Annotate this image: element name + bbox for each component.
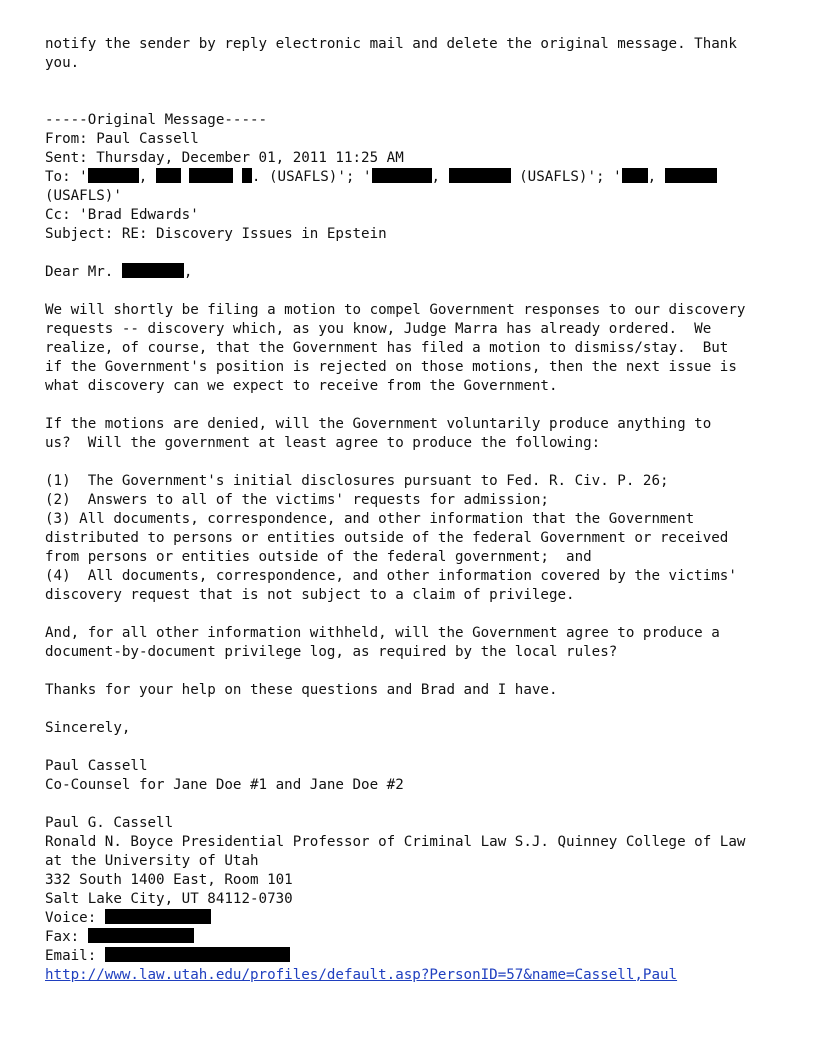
- to-usafls-1: . (USAFLS)'; ': [251, 169, 372, 185]
- signature-address: 332 South 1400 East, Room 101: [45, 872, 293, 888]
- signature-address: Salt Lake City, UT 84112-0730: [45, 891, 293, 907]
- greeting-prefix: Dear Mr.: [45, 264, 122, 280]
- disclaimer-line-1: notify the sender by reply electronic mail and delete the original message. Thank: [45, 36, 737, 52]
- subject-line: Subject: RE: Discovery Issues in Epstein: [45, 226, 387, 242]
- to-comma: ,: [431, 169, 441, 185]
- closing-line: Sincerely,: [45, 720, 131, 736]
- redaction-block: [88, 168, 139, 183]
- greeting-suffix: ,: [183, 264, 193, 280]
- redaction-block: [88, 928, 194, 943]
- body-line: If the motions are denied, will the Government voluntarily produce anything to: [45, 416, 712, 432]
- body-line: what discovery can we expect to receive from the Government.: [45, 378, 558, 394]
- cc-line: Cc: 'Brad Edwards': [45, 207, 199, 223]
- to-comma: ,: [138, 169, 148, 185]
- redaction-block: [105, 947, 290, 962]
- to-line: [45, 168, 775, 187]
- list-item: from persons or entities outside of the federal government; and: [45, 549, 592, 565]
- body-line: requests -- discovery which, as you know, Judge Marra has already ordered. We: [45, 321, 712, 337]
- profile-link[interactable]: http://www.law.utah.edu/profiles/default.asp?PersonID=57&name=Cassell,Paul: [45, 967, 678, 983]
- body-line: document-by-document privilege log, as required by the local rules?: [45, 644, 618, 660]
- voice-line: [45, 909, 775, 928]
- thanks-line: Thanks for your help on these questions and Brad and I have.: [45, 682, 558, 698]
- list-item: discovery request that is not subject to a claim of privilege.: [45, 587, 575, 603]
- body-line: us? Will the government at least agree to produce the following:: [45, 435, 601, 451]
- signature-full-name: Paul G. Cassell: [45, 815, 174, 831]
- to-usafls-2: (USAFLS)'; ': [510, 169, 622, 185]
- fax-line: [45, 928, 775, 947]
- fax-label: Fax:: [45, 929, 88, 945]
- original-message-separator: -----Original Message-----: [45, 112, 268, 128]
- redaction-block: [156, 168, 181, 183]
- redaction-block: [242, 168, 252, 183]
- list-item: (4) All documents, correspondence, and other information covered by the victims': [45, 568, 737, 584]
- redaction-block: [622, 168, 648, 183]
- to-line-continued: (USAFLS)': [45, 188, 122, 204]
- redaction-block: [449, 168, 511, 183]
- signature-title: at the University of Utah: [45, 853, 259, 869]
- email-document: [45, 35, 775, 985]
- email-label: Email:: [45, 948, 105, 964]
- redaction-block: [105, 909, 211, 924]
- body-line: realize, of course, that the Government has filed a motion to dismiss/stay. But: [45, 340, 729, 356]
- profile-link-line: [45, 966, 775, 985]
- list-item: distributed to persons or entities outside of the federal Government or received: [45, 530, 729, 546]
- redaction-block: [122, 263, 184, 278]
- voice-label: Voice:: [45, 910, 105, 926]
- to-comma: ,: [647, 169, 657, 185]
- signature-role: Co-Counsel for Jane Doe #1 and Jane Doe #2: [45, 777, 404, 793]
- sent-line: Sent: Thursday, December 01, 2011 11:25 AM: [45, 150, 404, 166]
- list-item: (1) The Government's initial disclosures pursuant to Fed. R. Civ. P. 26;: [45, 473, 669, 489]
- body-line: We will shortly be filing a motion to compel Government responses to our discovery: [45, 302, 746, 318]
- redaction-block: [189, 168, 233, 183]
- redaction-block: [372, 168, 432, 183]
- body-line: if the Government's position is rejected on those motions, then the next issue is: [45, 359, 737, 375]
- greeting-line: [45, 263, 775, 282]
- from-line: From: Paul Cassell: [45, 131, 199, 147]
- list-item: (2) Answers to all of the victims' requests for admission;: [45, 492, 549, 508]
- body-line: And, for all other information withheld, will the Government agree to produce a: [45, 625, 720, 641]
- to-label: To: ': [45, 169, 88, 185]
- signature-title: Ronald N. Boyce Presidential Professor of Criminal Law S.J. Quinney College of Law: [45, 834, 746, 850]
- email-line: [45, 947, 775, 966]
- disclaimer-line-2: you.: [45, 55, 80, 71]
- redaction-block: [665, 168, 717, 183]
- signature-name: Paul Cassell: [45, 758, 148, 774]
- list-item: (3) All documents, correspondence, and other information that the Government: [45, 511, 695, 527]
